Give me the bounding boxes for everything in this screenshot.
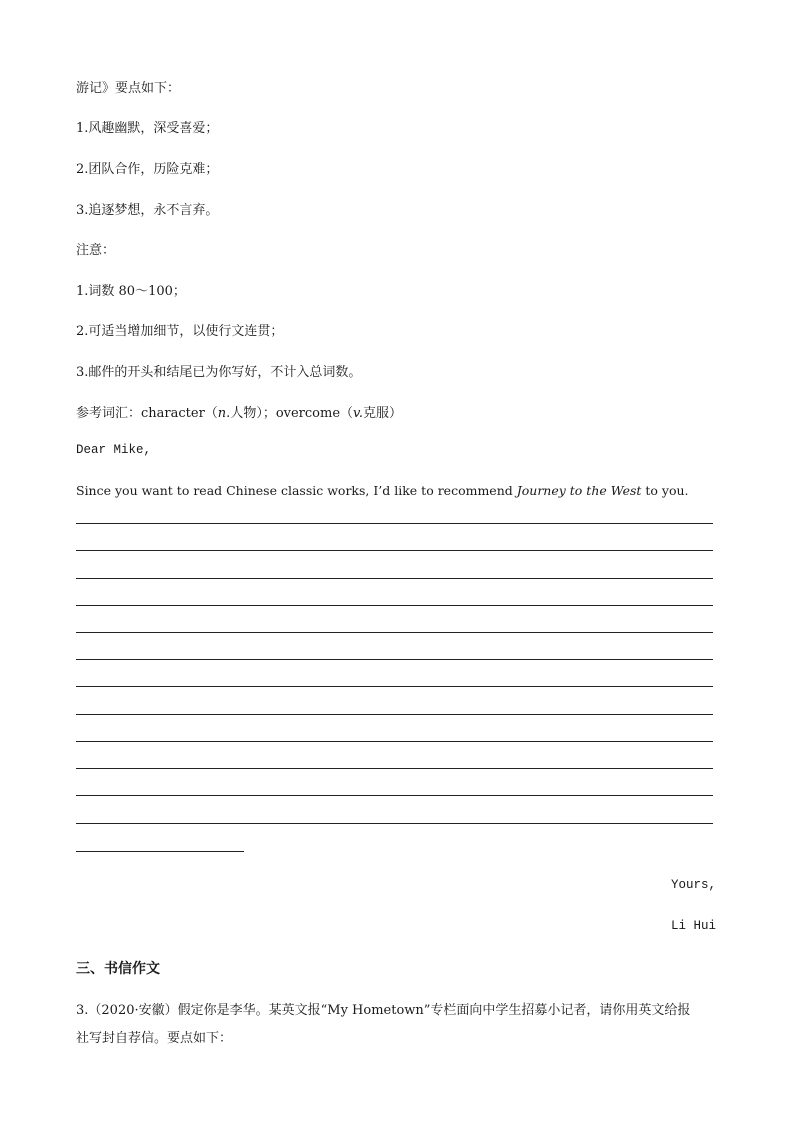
vocab-line <box>76 402 402 421</box>
writing-line <box>76 523 713 524</box>
vocab-mid: 人物）；overcome（ <box>230 406 354 421</box>
writing-line <box>76 632 713 633</box>
intro-heading: 游记》要点如下： <box>76 81 181 96</box>
letter-greeting: Dear Mike, <box>76 443 152 457</box>
writing-line <box>76 714 713 715</box>
notes-label: 注意： <box>76 243 116 258</box>
writing-line-short <box>76 851 244 852</box>
writing-line <box>76 741 713 742</box>
question-text: 3.（2020·安徽）假定你是李华。某英文报“My Hometown”专栏面向中学生招募小记者，请你用英文给报 <box>76 1003 691 1018</box>
opening-text: Since you want to read Chinese classic works, I’d like to recommend <box>76 483 517 498</box>
writing-line <box>76 795 713 796</box>
writing-line <box>76 686 713 687</box>
intro-point: 2.团队合作，历险克难； <box>76 162 219 177</box>
writing-line <box>76 823 713 824</box>
intro-point: 1.风趣幽默，深受喜爱； <box>76 121 219 136</box>
vocab-suffix: 克服） <box>362 406 402 421</box>
writing-line <box>76 659 713 660</box>
letter-signature: Li Hui <box>670 919 716 933</box>
note-item: 2.可适当增加细节，以使行文连贯； <box>76 324 284 339</box>
opening-text: to you. <box>641 483 689 498</box>
vocab-prefix: 参考词汇：character（ <box>76 406 218 421</box>
note-item: 3.邮件的开头和结尾已为你写好，不计入总词数。 <box>76 365 362 380</box>
intro-point: 3.追逐梦想，永不言弃。 <box>76 203 219 218</box>
book-title: Journey to the West <box>516 483 642 498</box>
note-item: 1.词数 80～100； <box>76 284 186 299</box>
section-title: 三、书信作文 <box>76 961 160 977</box>
letter-opening <box>76 483 689 498</box>
writing-line <box>76 550 713 551</box>
writing-line <box>76 768 713 769</box>
vocab-pos: v. <box>353 406 363 421</box>
vocab-pos: n. <box>217 406 231 421</box>
writing-line <box>76 605 713 606</box>
letter-closing: Yours, <box>670 878 716 892</box>
question-text: 社写封自荐信。要点如下： <box>76 1031 233 1046</box>
writing-line <box>76 578 713 579</box>
